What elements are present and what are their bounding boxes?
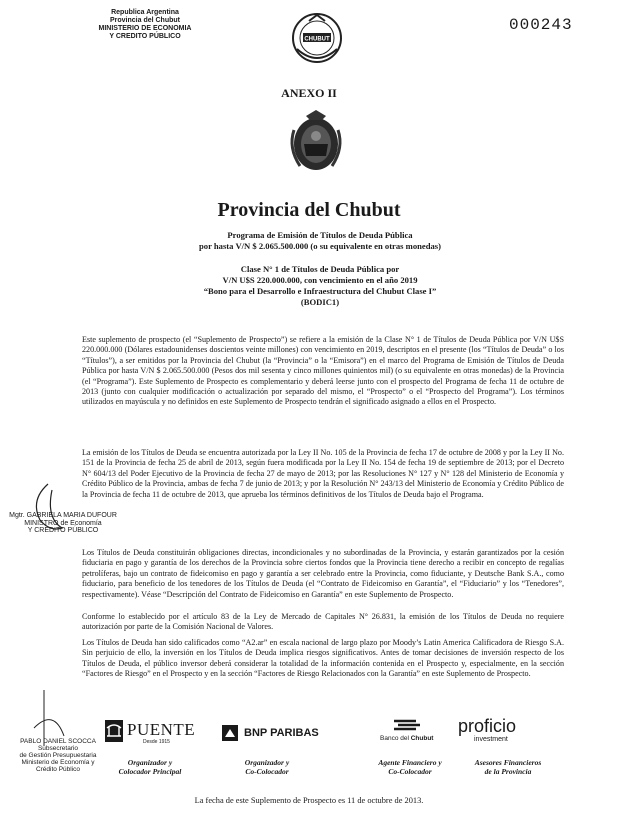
ministry-line-2: Provincia del Chubut — [109, 17, 180, 24]
chubut-caption: Agente Financiero y Co-Colocador — [378, 758, 442, 776]
paragraph-4: Conforme lo establecido por el artículo 83 de la Ley de Mercado de Capitales N° 26.831, la emisión de los Títulos de Deuda no requiere autorización por parte de la Comisión Nacional de Valores. — [82, 612, 564, 632]
chubut-seal-icon — [289, 9, 345, 67]
program-heading — [80, 230, 560, 252]
paragraph-2: La emisión de los Títulos de Deuda se encuentra autorizada por la Ley II No. 105 de la Provincia de fecha 17 de octubre de 2008 y por la Ley II No. 151 de la Provincia de fecha 25 de abril de 2013, según fuera modificada por la Ley II No. 154 de fecha 19 de septiembre de 2013; por el Decreto N° 604/13 del Poder Ejecutivo de la Provincia de fecha 27 de mayo de 2013; por las Resoluciones N° 127 y N° 128 del Ministerio de Economía y Crédito Público de la Provincia, ambas de fecha 7 de junio de 2013; y por la Resolución N° 243/13 del Ministerio de Economía y Crédito Público de la Provincia de fecha 11 de octubre de 2013, que aprueba los términos definitivos de los Títulos de Deuda bajo el Programa. — [82, 448, 564, 499]
province-title: Provincia del Chubut — [217, 199, 401, 221]
bnp-caption: Organizador y Co-Colocador — [244, 758, 290, 776]
signature-role: Subsecretario — [37, 745, 79, 752]
signature-role-2: Y CREDITO PÚBLICO — [27, 527, 99, 534]
chubut-bank-prefix: Banco del — [380, 735, 409, 742]
chubut-bank-label — [380, 735, 433, 742]
document-date-footer: La fecha de este Suplemento de Prospecto es 11 de octubre de 2013. — [194, 796, 424, 805]
signature-role: MINISTRO de Economía — [24, 519, 102, 527]
folio-number: 000243 — [509, 16, 573, 34]
paragraph-3: Los Títulos de Deuda constituirán obligaciones directas, incondicionales y no subordinadas de la Provincia, y estarán garantizados por la cesión fiduciaria en pago y garantía de los derechos de la Provincia sobre ciertos fondos que la Provincia tiene derecho a recibir en concepto de regalías petrolíferas, bajo un contrato de fideicomiso en pago y garantía a ser celebrado entre la Provincia, como fiduciante, y Deutsche Bank S.A., como fiduciario, para beneficio de los tenedores de los Títulos de Deuda (el “Contrato de Fideicomiso en Garantía”, el “Fiduciario” y los “Tenedores”, respectivamente). Véase “Descripción del Contrato de Fideicomiso en Garantía” en este Suplemento de Prospecto. — [82, 548, 564, 599]
coat-of-arms-icon — [282, 108, 350, 176]
bnp-paribas-logo — [222, 725, 332, 747]
class-heading — [80, 264, 560, 308]
proficio-name: proficio — [458, 716, 517, 736]
proficio-sub: investment — [474, 736, 508, 743]
proficio-caption: Asesores Financieros de la Provincia — [474, 758, 542, 776]
paragraph-1: Este suplemento de prospecto (el “Suplemento de Prospecto”) se refiere a la emisión de la Clase N° 1 de Títulos de Deuda Pública por V/N U$S 220.000.000 (Dólares estadounidenses doscientos veinte millones) con vencimiento en 2019, descriptos en el presente (los “Títulos de Deuda” o los “Títulos”), a ser emitidos por la Provincia del Chubut (la “Provincia” o la “Emisora”) en el marco del Programa de Emisión de Títulos de Deuda Pública por hasta V/N $ 2.065.500.000 (Pesos dos mil sesenta y cinco millones quinientos mil) (o su equivalente en otras monedas) de la Provincia (el “Programa”). Este Suplemento de Prospecto es complementario y deberá leerse junto con el prospecto del Programa de fecha 11 de octubre de 2013 (junto con cualquier modificación o actualización por separado del mismo, el “Prospecto” o el “Prospecto del Programa”). Los términos utilizados en mayúscula y no definidos en este Suplemento de Prospecto tendrán el significado asignado a ellos en el Prospecto. — [82, 335, 564, 407]
puente-name: PUENTE — [127, 720, 196, 739]
signature-name: Mgtr. GABRIELA MARIA DUFOUR — [9, 512, 117, 519]
signature-role-3: Ministerio de Economía y — [21, 759, 95, 766]
chubut-bank-name: Chubut — [410, 735, 434, 742]
proficio-logo — [458, 716, 538, 746]
puente-logo — [105, 720, 195, 746]
class-line-4: (BODIC1) — [300, 297, 340, 307]
program-line-1: Programa de Emisión de Títulos de Deuda Pública — [227, 230, 413, 240]
signature-name: PABLO DANIEL SCOCCA — [20, 738, 96, 745]
svg-text:CHUBUT: CHUBUT — [304, 36, 330, 43]
signature-stamp-minister — [4, 512, 122, 535]
puente-since: Desde 1915 — [143, 739, 170, 745]
paragraph-5: Los Títulos de Deuda han sido calificados como “A2.ar” en escala nacional de largo plazo por Moody’s Latin America Calificadora de Riesgo S.A. Sin perjuicio de ello, la inversión en los Títulos de Deuda implica riesgos significativos. Antes de tomar decisiones de inversión respecto de los Títulos de Deuda, el público inversor deberá considerar la totalidad de la información contenida en el Prospecto y, especialmente, en la sección “Factores de Riesgo” en el Prospecto y en la sección “Factores de Riesgo Relacionados con la Garantía” en este Suplemento de Prospecto. — [82, 638, 564, 679]
class-line-1: Clase N° 1 de Títulos de Deuda Pública por — [240, 264, 400, 274]
puente-caption: Organizador y Colocador Principal — [118, 758, 182, 776]
class-line-3: “Bono para el Desarrollo e Infraestructura del Chubut Clase I” — [203, 286, 437, 296]
stars-icon — [222, 725, 238, 741]
class-line-2: V/N U$S 220.000.000, con vencimiento en el año 2019 — [222, 275, 418, 285]
signature-role-2: de Gestión Presupuestaria — [19, 752, 97, 759]
annex-title: ANEXO II — [281, 86, 337, 100]
signature-role-4: Crédito Público — [35, 766, 81, 773]
ministry-line-1: Republica Argentina — [111, 9, 179, 16]
ministry-line-4: Y CREDITO PÚBLICO — [109, 33, 181, 40]
bank-arrows-icon — [394, 718, 420, 732]
bnp-name: BNP PARIBAS — [244, 727, 319, 739]
program-line-2: por hasta V/N $ 2.065.500.000 (o su equivalente en otras monedas) — [199, 241, 441, 251]
ministry-header — [70, 9, 220, 41]
banco-chubut-logo — [380, 718, 446, 750]
signature-stamp-subsecretary — [8, 738, 108, 773]
ministry-line-3: MINISTERIO DE ECONOMIA — [98, 25, 192, 32]
bridge-icon — [105, 720, 123, 742]
